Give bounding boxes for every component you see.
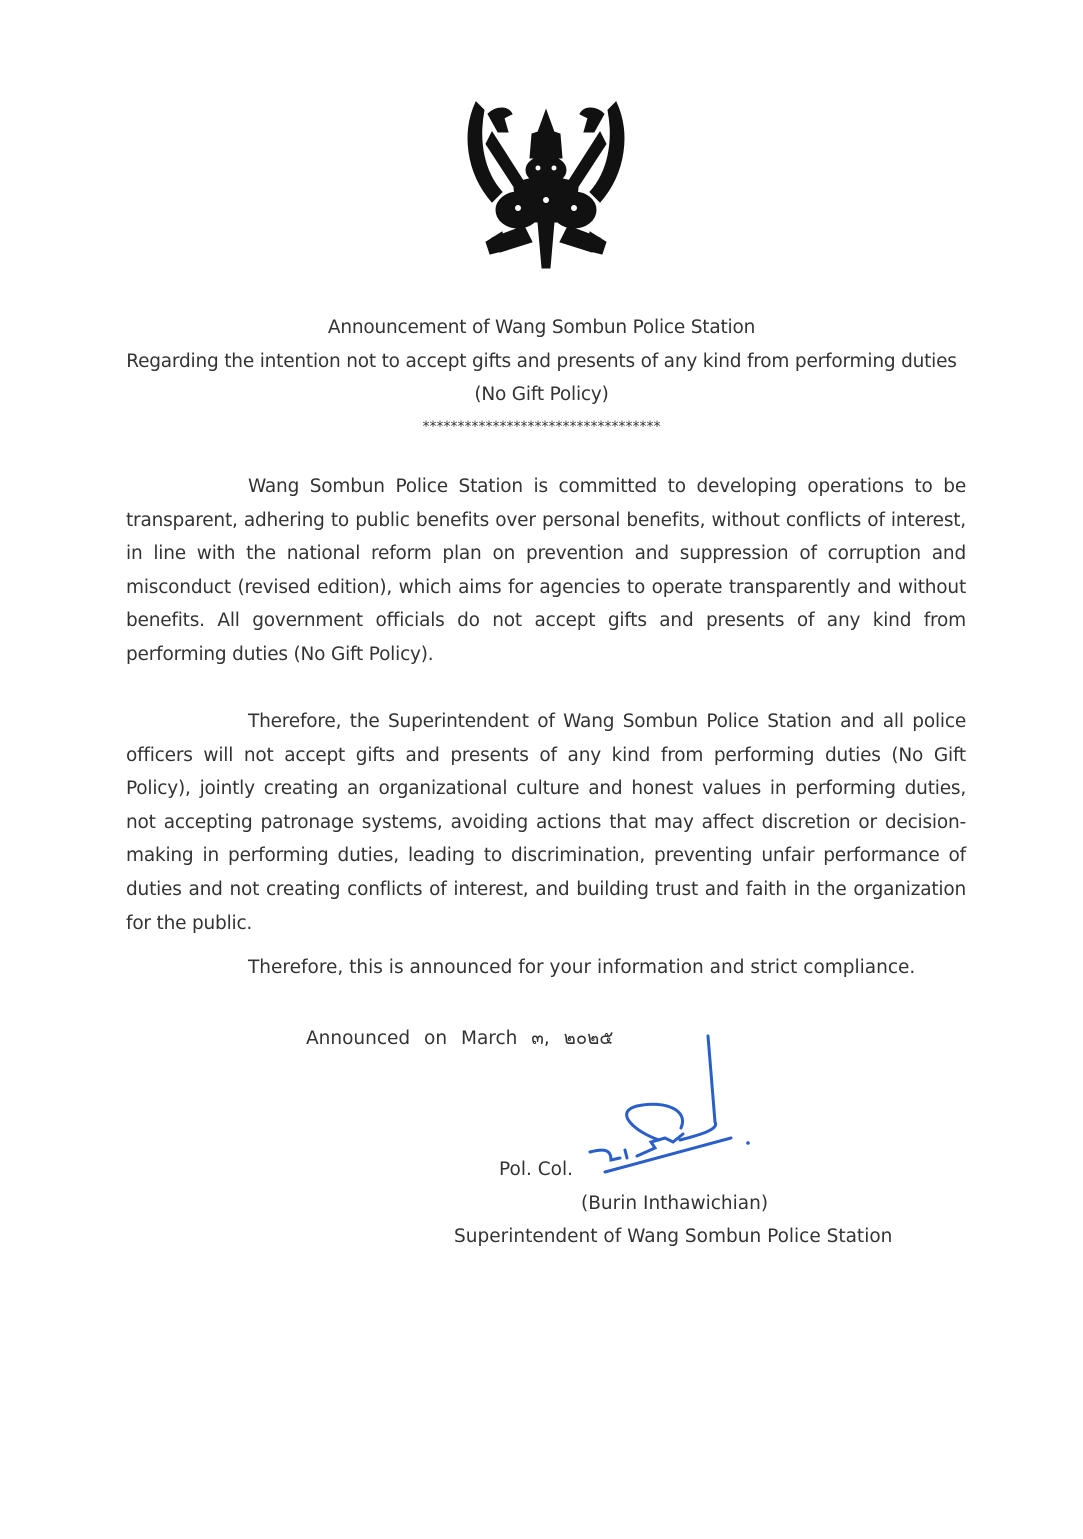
announcement-title: Announcement of Wang Sombun Police Station (327, 317, 756, 338)
paragraph-1: Wang Sombun Police Station is committed to developing operations to be transparent, adhering to public benefits over personal benefits, without conflicts of interest, in line with the national reform plan on prevention and suppression of corruption and misconduct (revised edition), which aims for agencies to operate transparently and without benefits. All government officials do not accept gifts and presents of any kind from performing duties (No Gift Policy). (126, 476, 966, 665)
separator-stars: ********************************** (422, 419, 661, 435)
paragraph-2: Therefore, the Superintendent of Wang Sombun Police Station and all police officers will not accept gifts and presents of any kind from performing duties (No Gift Policy), jointly creating an organizational culture and honest values in performing duties, not accepting patronage systems, avoiding actions that may affect discretion or decision-making in performing duties, leading to discrimination, preventing unfair performance of duties and not creating conflicts of interest, and building trust and faith in the organization for the public. (126, 711, 966, 934)
signature-icon (585, 1030, 760, 1180)
announcement-subtitle: Regarding the intention not to accept gifts and presents of any kind from performing duties (126, 351, 957, 372)
policy-name: (No Gift Policy) (474, 384, 609, 405)
signatory-position: Superintendent of Wang Sombun Police Station (454, 1226, 893, 1247)
closing-statement: Therefore, this is announced for your information and strict compliance. (248, 957, 916, 978)
signatory-rank: Pol. Col. (499, 1159, 573, 1180)
signatory-name: (Burin Inthawichian) (581, 1193, 769, 1214)
garuda-emblem-icon (462, 92, 630, 278)
announcement-date: Announced on March ๓, ๒๐๒๕ (306, 1028, 614, 1049)
